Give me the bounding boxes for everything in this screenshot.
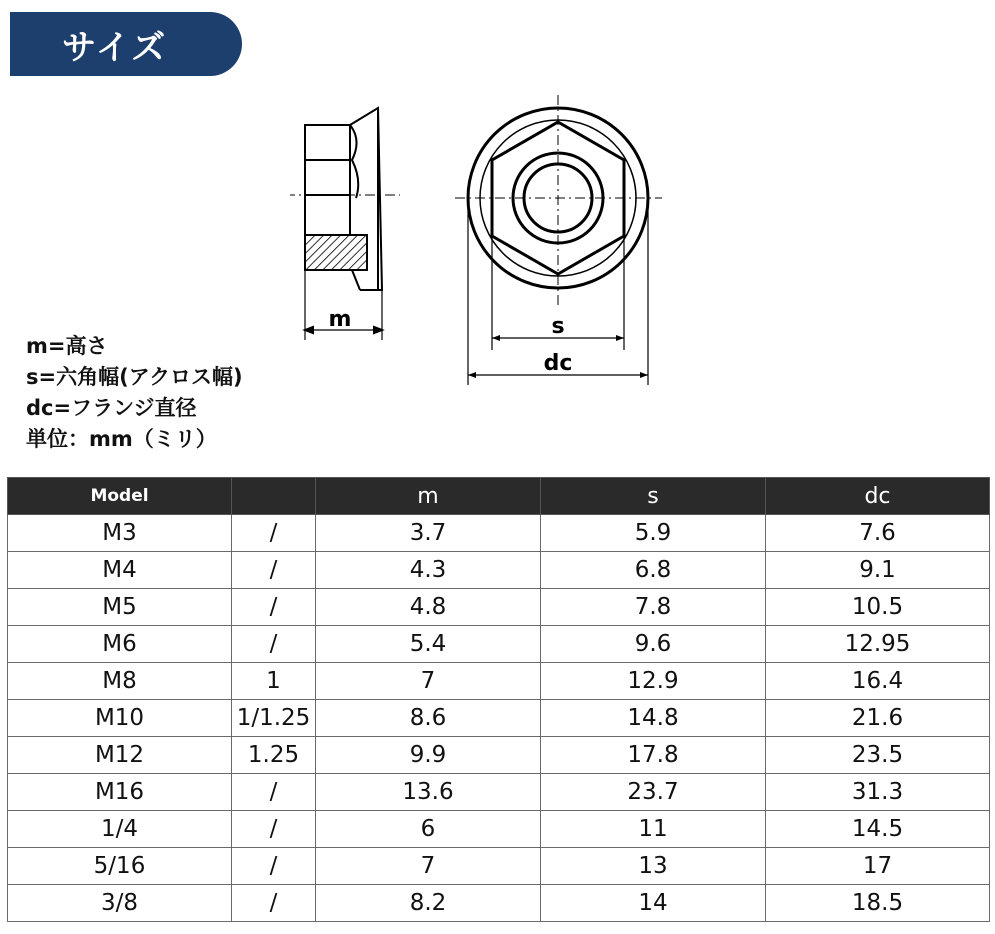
cell-s: 23.7 xyxy=(541,774,766,811)
cell-pitch: 1.25 xyxy=(232,737,316,774)
dimension-legend xyxy=(26,331,243,455)
cell-model: M12 xyxy=(8,737,232,774)
legend-unit: 単位：mm（ミリ） xyxy=(26,427,217,451)
cell-pitch: / xyxy=(232,885,316,922)
cell-m: 5.4 xyxy=(316,626,541,663)
cell-pitch: / xyxy=(232,589,316,626)
flange-nut-drawing xyxy=(290,90,670,390)
cell-s: 14 xyxy=(541,885,766,922)
cell-dc: 14.5 xyxy=(766,811,990,848)
cell-m: 8.2 xyxy=(316,885,541,922)
title-badge xyxy=(10,12,242,76)
cell-m: 7 xyxy=(316,663,541,700)
cell-s: 12.9 xyxy=(541,663,766,700)
cell-dc: 31.3 xyxy=(766,774,990,811)
cell-s: 17.8 xyxy=(541,737,766,774)
cell-dc: 10.5 xyxy=(766,589,990,626)
cell-pitch: / xyxy=(232,515,316,552)
table-header-row xyxy=(8,478,990,515)
cell-dc: 16.4 xyxy=(766,663,990,700)
table-row xyxy=(8,811,990,848)
cell-s: 5.9 xyxy=(541,515,766,552)
cell-dc: 12.95 xyxy=(766,626,990,663)
table-row xyxy=(8,626,990,663)
cell-model: M8 xyxy=(8,663,232,700)
header-pitch xyxy=(232,478,316,515)
cell-m: 3.7 xyxy=(316,515,541,552)
label-dc: dc xyxy=(543,351,573,376)
cell-model: M10 xyxy=(8,700,232,737)
cell-dc: 18.5 xyxy=(766,885,990,922)
table-row xyxy=(8,515,990,552)
cell-s: 6.8 xyxy=(541,552,766,589)
front-view xyxy=(455,95,662,385)
cell-s: 11 xyxy=(541,811,766,848)
legend-m: m=高さ xyxy=(26,334,108,358)
cell-pitch: 1/1.25 xyxy=(232,700,316,737)
cell-pitch: / xyxy=(232,774,316,811)
cell-m: 9.9 xyxy=(316,737,541,774)
cell-pitch: / xyxy=(232,811,316,848)
cell-s: 13 xyxy=(541,848,766,885)
cell-m: 8.6 xyxy=(316,700,541,737)
cell-dc: 23.5 xyxy=(766,737,990,774)
cell-model: 3/8 xyxy=(8,885,232,922)
cell-s: 9.6 xyxy=(541,626,766,663)
cell-s: 14.8 xyxy=(541,700,766,737)
legend-dc: dc=フランジ直径 xyxy=(26,396,197,420)
cell-pitch: / xyxy=(232,552,316,589)
cell-model: M16 xyxy=(8,774,232,811)
table-body xyxy=(8,515,990,922)
table-row xyxy=(8,700,990,737)
cell-m: 6 xyxy=(316,811,541,848)
header-s: s xyxy=(541,478,766,515)
cell-m: 4.8 xyxy=(316,589,541,626)
table-row xyxy=(8,737,990,774)
cell-m: 7 xyxy=(316,848,541,885)
header-dc: dc xyxy=(766,478,990,515)
cell-dc: 7.6 xyxy=(766,515,990,552)
label-m: m xyxy=(328,307,352,332)
table-row xyxy=(8,589,990,626)
cell-model: 5/16 xyxy=(8,848,232,885)
cell-dc: 9.1 xyxy=(766,552,990,589)
cell-model: 1/4 xyxy=(8,811,232,848)
cell-pitch: / xyxy=(232,848,316,885)
table-row xyxy=(8,663,990,700)
cell-model: M6 xyxy=(8,626,232,663)
header-m: m xyxy=(316,478,541,515)
table-row xyxy=(8,848,990,885)
spec-table xyxy=(7,477,990,922)
cell-dc: 21.6 xyxy=(766,700,990,737)
label-s: s xyxy=(551,314,565,339)
legend-s: s=六角幅(アクロス幅) xyxy=(26,365,243,389)
table-row xyxy=(8,774,990,811)
header-model: Model xyxy=(8,478,232,515)
cell-pitch: / xyxy=(232,626,316,663)
page-title: サイズ xyxy=(62,27,168,68)
cell-s: 7.8 xyxy=(541,589,766,626)
table-row xyxy=(8,885,990,922)
table-row xyxy=(8,552,990,589)
cell-model: M3 xyxy=(8,515,232,552)
cell-pitch: 1 xyxy=(232,663,316,700)
cell-m: 4.3 xyxy=(316,552,541,589)
side-view xyxy=(290,108,400,340)
cell-model: M5 xyxy=(8,589,232,626)
cell-model: M4 xyxy=(8,552,232,589)
cell-m: 13.6 xyxy=(316,774,541,811)
cell-dc: 17 xyxy=(766,848,990,885)
